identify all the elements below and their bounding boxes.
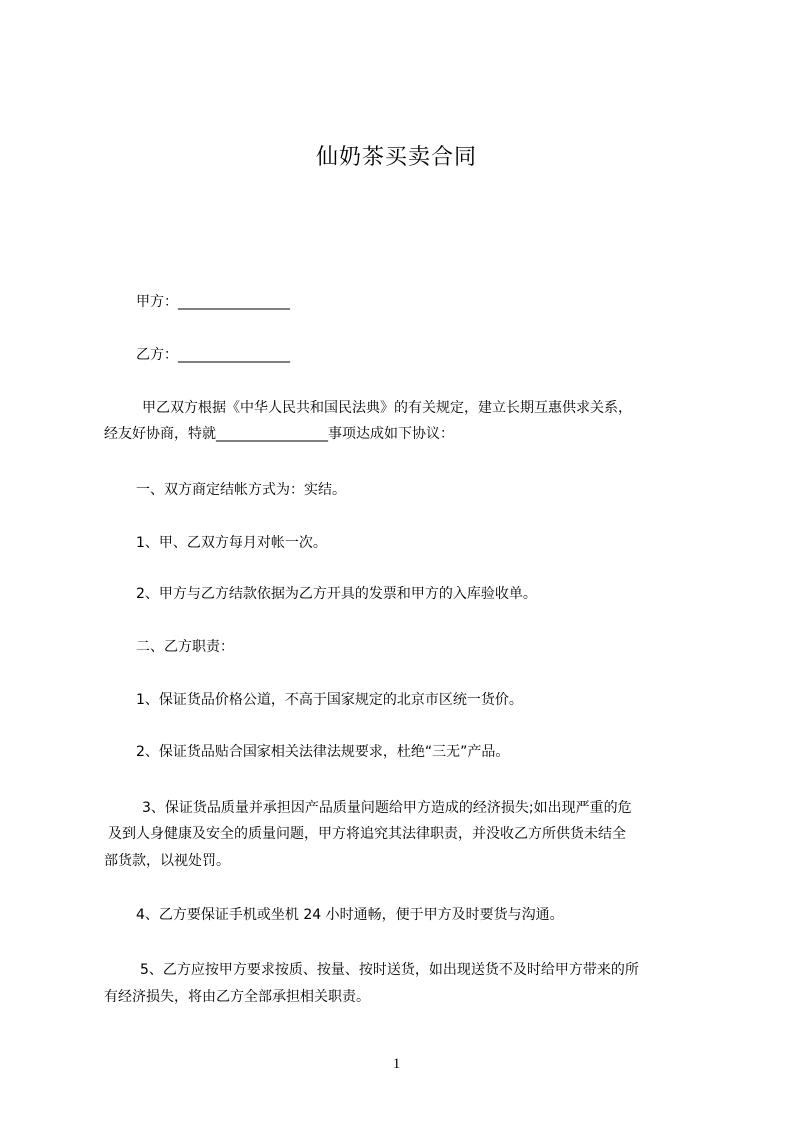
section-2-heading: 二、乙方职责： [136,639,234,655]
document-title: 仙奶茶买卖合同 [315,145,477,170]
section-2-item-4: 4、乙方要保证手机或坐机 24 小时通畅，便于甲方及时要货与沟通。 [136,907,564,923]
intro-line-2: 经友好协商，特就________________事项达成如下协议： [104,426,454,442]
intro-line-1: 甲乙双方根据《中华人民共和国民法典》的有关规定，建立长期互惠供求关系， [142,400,632,416]
section-2-item-1: 1、保证货品价格公道，不高于国家规定的北京市区统一货价。 [136,692,523,708]
page-number: 1 [392,1056,401,1072]
section-2-item-3-line-3: 部货款，以视处罚。 [104,853,230,869]
section-2-item-2: 2、保证货品贴合国家相关法律法规要求，杜绝“三无”产品。 [136,744,510,760]
party-b-line: 乙方：________________ [136,347,290,363]
party-a-line: 甲方：________________ [136,294,290,310]
section-1-heading: 一、双方商定结帐方式为：实结。 [136,482,346,498]
section-2-item-3-line-1: 3、保证货品质量并承担因产品质量问题给甲方造成的经济损失;如出现严重的危 [142,800,632,816]
section-2-item-5-line-2: 有经济损失，将由乙方全部承担相关职责。 [104,989,370,1005]
section-2-item-3-line-2: 及到人身健康及安全的质量问题，甲方将追究其法律职责，并没收乙方所供货未结全 [108,826,626,842]
section-1-item-1: 1、甲、乙双方每月对帐一次。 [136,535,327,551]
section-1-item-2: 2、甲方与乙方结款依据为乙方开具的发票和甲方的入库验收单。 [136,586,537,602]
section-2-item-5-line-1: 5、乙方应按甲方要求按质、按量、按时送货，如出现送货不及时给甲方带来的所 [140,962,639,978]
